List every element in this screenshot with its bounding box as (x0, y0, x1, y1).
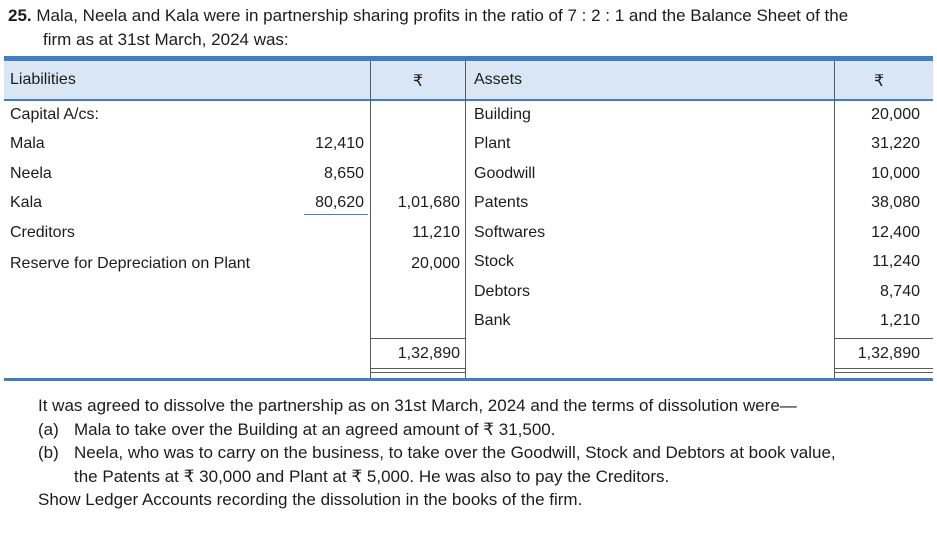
liability-label: Reserve for Depreciation on Plant (10, 255, 251, 272)
asset-amount: 38,080 (871, 194, 920, 211)
assets-total-top-rule (835, 338, 933, 339)
liability-amount: 20,000 (411, 255, 460, 272)
liability-label: Mala (10, 135, 45, 152)
asset-label: Building (474, 106, 531, 123)
asset-amount: 1,210 (879, 312, 920, 329)
asset-label: Stock (474, 253, 515, 270)
asset-amount: 10,000 (871, 165, 920, 182)
term-a (38, 418, 933, 442)
asset-label: Goodwill (474, 165, 536, 182)
term-b-continuation: the Patents at ₹ 30,000 and Plant at ₹ 5,000. He was also to pay the Creditors. (74, 466, 670, 486)
question-text-line2: firm as at 31st March, 2024 was: (43, 30, 289, 49)
terms-closing: Show Ledger Accounts recording the dissolution in the books of the firm. (38, 490, 583, 509)
liabilities-total: 1,32,890 (397, 345, 460, 362)
asset-amount: 8,740 (879, 283, 920, 300)
header-liabilities-currency: ₹ (413, 73, 424, 90)
asset-label: Patents (474, 194, 529, 211)
asset-label: Bank (474, 312, 511, 329)
header-liabilities: Liabilities (10, 71, 76, 88)
liability-amount: 11,210 (412, 224, 460, 241)
question-number: 25. (8, 6, 32, 25)
term-b-label: (b) (38, 443, 59, 462)
terms-intro: It was agreed to dissolve the partnership as on 31st March, 2024 and the terms of dissolution were— (38, 396, 797, 415)
asset-label: Softwares (474, 224, 546, 241)
liabilities-total-double-rule (371, 372, 465, 373)
header-bottom-rule (4, 99, 933, 101)
question-text-line1: Mala, Neela and Kala were in partnership sharing profits in the ratio of 7 : 2 : 1 and the Balance Sheet of the (36, 6, 849, 25)
table-header-row (4, 61, 933, 99)
asset-label: Plant (474, 135, 511, 152)
term-b-text: Neela, who was to carry on the business, to take over the Goodwill, Stock and Debtors at book value, (74, 443, 836, 462)
liabilities-total-double-rule (371, 368, 465, 369)
asset-amount: 20,000 (871, 106, 920, 123)
header-assets: Assets (474, 71, 523, 88)
asset-amount: 31,220 (871, 135, 920, 152)
liability-label: Kala (10, 194, 43, 211)
term-a-text: Mala to take over the Building at an agreed amount of ₹ 31,500. (74, 419, 556, 439)
term-b (38, 441, 933, 465)
assets-total-double-rule (835, 372, 933, 373)
asset-label: Debtors (474, 283, 531, 300)
dissolution-terms (38, 394, 933, 512)
liability-capital-amount: 80,620 (315, 194, 364, 211)
header-assets-currency: ₹ (874, 73, 885, 90)
question-heading (8, 4, 928, 52)
capital-subtotal-rule (304, 214, 368, 215)
divider-liab-assets (465, 61, 466, 378)
term-a-label: (a) (38, 419, 59, 439)
liability-label: Creditors (10, 224, 75, 241)
divider-asset-amount (834, 61, 835, 378)
assets-total-double-rule (835, 368, 933, 369)
liability-capital-amount: 12,410 (315, 135, 364, 152)
liability-amount: 1,01,680 (397, 194, 460, 211)
table-bottom-rule (4, 378, 933, 381)
balance-sheet-table (4, 56, 933, 382)
liabilities-total-top-rule (371, 338, 465, 339)
divider-liab-amount (370, 61, 371, 378)
liability-capital-amount: 8,650 (323, 165, 364, 182)
liability-label: Capital A/cs: (10, 106, 99, 123)
assets-total: 1,32,890 (857, 345, 920, 362)
asset-amount: 12,400 (871, 224, 920, 241)
liability-label: Neela (10, 165, 52, 182)
asset-amount: 11,240 (872, 253, 920, 270)
